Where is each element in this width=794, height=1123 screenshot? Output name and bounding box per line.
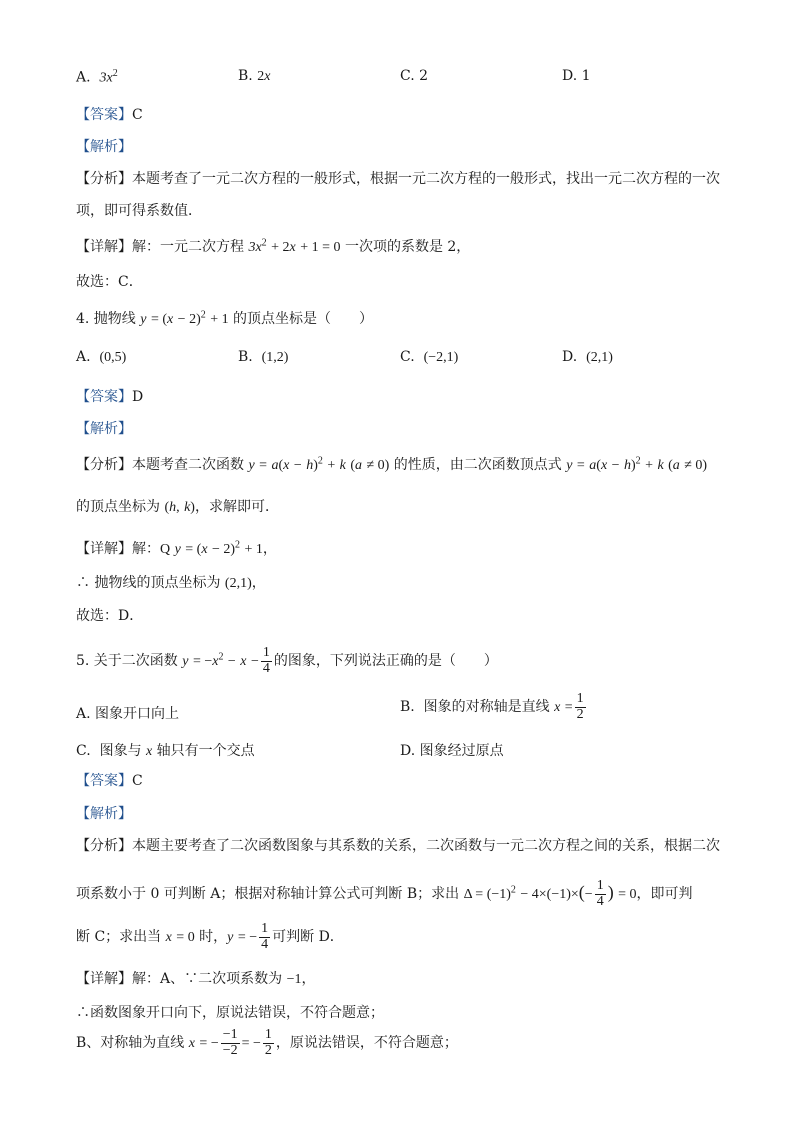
q3-fenxi-line1 [76, 168, 720, 188]
q5-fenxi-line3: 断 C；求出当 x = 0 时，y = − $\frac{1}{4}$ 可判断 D． [76, 921, 344, 952]
fenxi-tag: 【分析】 [76, 457, 132, 473]
answer-tag: 【答案】 [76, 107, 132, 123]
q4-detail-line: 【详解】解：Q $y = (x - 2)^2 + 1$， [76, 539, 277, 557]
q4-stem: 4. 抛物线 $y = (x - 2)^2 + 1$ 的顶点坐标是（ ） [76, 309, 374, 327]
q5-stem: 5. 关于二次函数 $y = -x^2 - x$ − $\frac{1}{4}$ 的图象，下列说法正确的是（ ） [76, 645, 498, 676]
q3-detail-line: 【详解】解：一元二次方程 $3x^2 + 2x + 1 = 0$ 一次项的系数是 2， [76, 237, 471, 255]
q4-fenxi-line1: 【分析】本题考查二次函数 $y = a(x - h)^2 + k$ (a ≠ 0) 的性质，由二次函数顶点式 $y = a(x - h)^2 + k$ (a ≠ 0) [76, 455, 708, 473]
answer-tag: 【答案】 [76, 389, 132, 405]
fenxi-text: 本题考查了一元二次方程的一般形式，根据一元二次方程的一般形式，找出一元二次方程的一次 [132, 171, 720, 187]
q5-option-a: A. 图象开口向上 [76, 706, 180, 722]
q4-fenxi-line2: 的顶点坐标为 (h, k)，求解即可． [76, 499, 279, 515]
q5-option-d: D. 图象经过原点 [400, 743, 504, 759]
q4-analysis-heading: 【解析】 [76, 421, 132, 437]
answer-value: C [132, 107, 143, 123]
q4-option-d: D. (2,1) [562, 349, 613, 365]
q5-fenxi-line1 [76, 835, 720, 855]
q3-option-c: C. 2 [400, 68, 429, 84]
q3-analysis-heading: 【解析】 [76, 139, 132, 155]
q5-step2: ∴函数图象开口向下，原说法错误，不符合题意； [76, 1005, 384, 1021]
answer-tag: 【答案】 [76, 773, 132, 789]
q5-option-b: B. 图象的对称轴是直线 x = $\frac{1}{2}$ [400, 691, 584, 722]
q5-answer [76, 770, 143, 790]
q3-conclusion: 故选：C． [76, 274, 143, 290]
answer-value: C [132, 773, 143, 789]
answer-value: D [132, 389, 144, 405]
q5-analysis-heading: 【解析】 [76, 806, 132, 822]
q4-step2: ∴ 抛物线的顶点坐标为 (2,1)， [76, 575, 266, 591]
q4-option-c: C. (−2,1) [400, 349, 459, 365]
detail-tag: 【详解】 [76, 239, 132, 255]
q5-option-c: C. 图象与 x 轴只有一个交点 [76, 743, 255, 759]
q4-option-b: B. (1,2) [238, 349, 289, 365]
fenxi-tag: 【分析】 [76, 171, 132, 187]
detail-tag: 【详解】 [76, 541, 132, 557]
q5-step3: B、对称轴为直线 x = − $\frac{-1}{-2}$ = − $\frac{1}{2}$ ，原说法错误，不符合题意； [76, 1027, 458, 1058]
q4-answer [76, 386, 143, 406]
q5-fenxi-line2: 项系数小于 0 可判断 A；根据对称轴计算公式可判断 B；求出 $\Delta = (-1)^2 - 4\times(-1)\times(-$ $\frac{1}{4}$ ) = 0，即可判 [76, 878, 693, 909]
detail-tag: 【详解】 [76, 971, 132, 987]
q5-detail-line: 【详解】解：A、∵二次项系数为 −1， [76, 971, 316, 987]
q3-answer [76, 104, 143, 124]
q3-fenxi-line2: 项，即可得系数值． [76, 203, 202, 219]
q3-option-d: D. 1 [562, 68, 591, 84]
q3-option-b: B. 2x [238, 68, 271, 84]
q4-option-a: A. (0,5) [76, 349, 127, 365]
fenxi-text: 本题主要考查了二次函数图象与其系数的关系，二次函数与一元二次方程之间的关系，根据二次 [132, 838, 720, 854]
q3-option-a: A. $3x^2$ [76, 68, 118, 86]
q4-conclusion: 故选：D． [76, 608, 144, 624]
fenxi-tag: 【分析】 [76, 838, 132, 854]
